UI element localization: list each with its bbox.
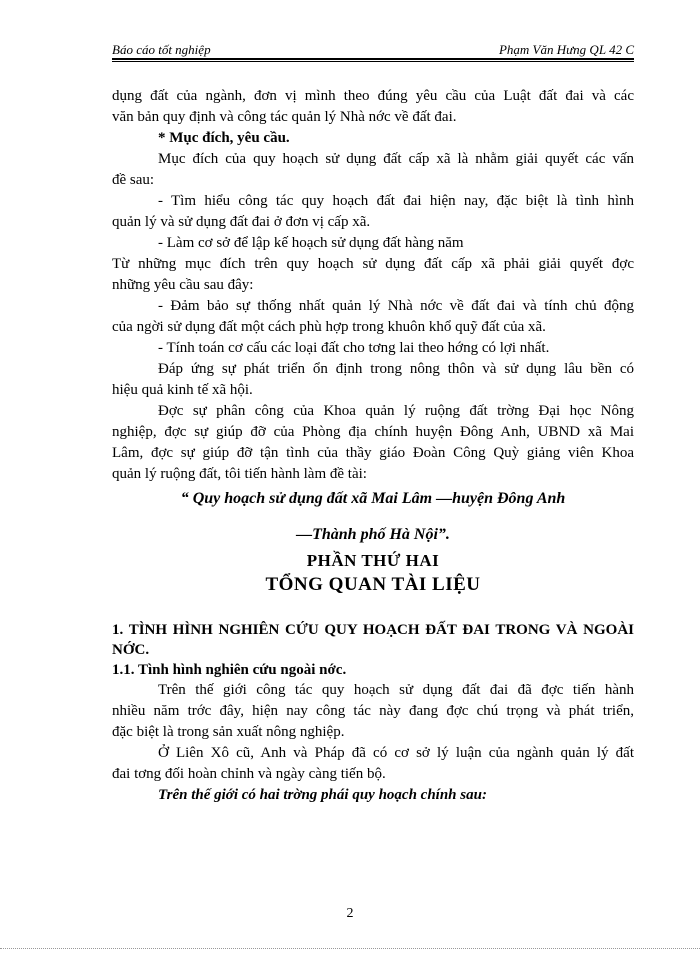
text-line: đề sau: <box>112 172 155 188</box>
paragraph-world-planning <box>112 680 634 743</box>
paragraph-purpose <box>112 149 634 191</box>
page-header <box>112 38 634 62</box>
text-line: đai tơng đối hoàn chỉnh và ngày càng tiến bộ. <box>112 766 386 782</box>
text-line: Đáp ứng sự phát triển ổn định trong nông thôn và sử dụng lâu bền có <box>158 361 634 377</box>
text-line: Đợc sự phân công của Khoa quản lý ruộng đất trờng Đại học Nông <box>158 403 634 419</box>
paragraph-schools-heading: Trên thế giới có hai trờng phái quy hoạch chính sau: <box>158 787 487 803</box>
part-title: PHẦN THỨ HAI <box>306 551 440 570</box>
thesis-topic-line-2: —Thành phố Hà Nội”. <box>296 526 450 543</box>
text-line: quản lý và sử dụng đất đai ở đơn vị cấp xã. <box>112 214 371 230</box>
document-body <box>112 86 634 806</box>
section-title: TỔNG QUAN TÀI LIỆU <box>265 574 481 595</box>
text-line: - Tìm hiểu công tác quy hoạch đất đai hiện nay, đặc biệt là tình hình <box>158 193 634 209</box>
paragraph-bullet-2: - Làm cơ sở để lập kế hoạch sử dụng đất hàng năm <box>158 235 464 251</box>
header-author: Phạm Văn Hưng QL 42 C <box>498 42 634 57</box>
heading-line: 1. TÌNH HÌNH NGHIÊN CỨU QUY HOẠCH ĐẤT ĐAI TRONG VÀ NGOÀI <box>112 622 634 638</box>
header-rule-thick <box>112 58 634 60</box>
paragraph-ussr-uk-france <box>112 743 634 785</box>
text-line: hiệu quả kinh tế xã hội. <box>112 382 253 398</box>
text-line: Trên thế giới công tác quy hoạch sử dụng đất đai đã đợc tiến hành <box>158 682 634 698</box>
page-number: 2 <box>346 906 354 921</box>
text-line: Mục đích của quy hoạch sử dụng đất cấp xã là nhằm giải quyết các vấn <box>158 151 634 167</box>
heading-level-2: 1.1. Tình hình nghiên cứu ngoài nớc. <box>112 662 347 678</box>
text-line: quản lý ruộng đất, tôi tiến hành làm đề tài: <box>112 466 367 482</box>
thesis-topic-line-1: “ Quy hoạch sử dụng đất xã Mai Lâm —huyện Đông Anh <box>180 490 566 507</box>
paragraph-bullet-4: - Tính toán cơ cấu các loại đất cho tơng lai theo hớng có lợi nhất. <box>158 340 550 356</box>
header-rule-thin <box>112 61 634 62</box>
paragraph-requirements <box>112 254 634 296</box>
heading-level-1 <box>112 620 634 660</box>
paragraph-bullet-1 <box>112 191 634 233</box>
purpose-heading: * Mục đích, yêu cầu. <box>158 130 290 146</box>
text-line: đặc biệt là trong sản xuất nông nghiệp. <box>112 724 345 740</box>
paragraph-assignment <box>112 401 634 485</box>
text-line: của ngời sử dụng đất một cách phù hợp trong khuôn khổ quỹ đất của xã. <box>112 319 546 335</box>
paragraph-bullet-3 <box>112 296 634 338</box>
text-line: Lâm, đợc sự giúp đỡ tận tình của thầy giáo Đoàn Công Quỳ giảng viên Khoa <box>112 445 634 461</box>
text-line: dụng đất của ngành, đơn vị mình theo đúng yêu cầu của Luật đất đai và các <box>112 88 634 104</box>
paragraph-development <box>112 359 634 401</box>
text-line: Từ những mục đích trên quy hoạch sử dụng đất cấp xã phải giải quyết đợc <box>112 256 634 272</box>
text-line: những yêu cầu sau đây: <box>112 277 254 293</box>
text-line: văn bản quy định và công tác quản lý Nhà nớc về đất đai. <box>112 109 457 125</box>
text-line: nhiều năm trớc đây, hiện nay công tác này đang đợc chú trọng và phát triển, <box>112 703 634 719</box>
header-report-title: Báo cáo tốt nghiệp <box>112 42 211 57</box>
heading-line: NỚC. <box>112 642 150 658</box>
text-line: - Đảm bảo sự thống nhất quản lý Nhà nớc về đất đai và tính chủ động <box>158 298 634 314</box>
paragraph-continuation <box>112 86 634 128</box>
text-line: nghiệp, đợc sự giúp đỡ của Phòng địa chính huyện Đông Anh, UBND xã Mai <box>112 424 634 440</box>
text-line: Ở Liên Xô cũ, Anh và Pháp đã có cơ sở lý luận của ngành quản lý đất <box>158 745 634 761</box>
footer-divider <box>0 948 700 949</box>
